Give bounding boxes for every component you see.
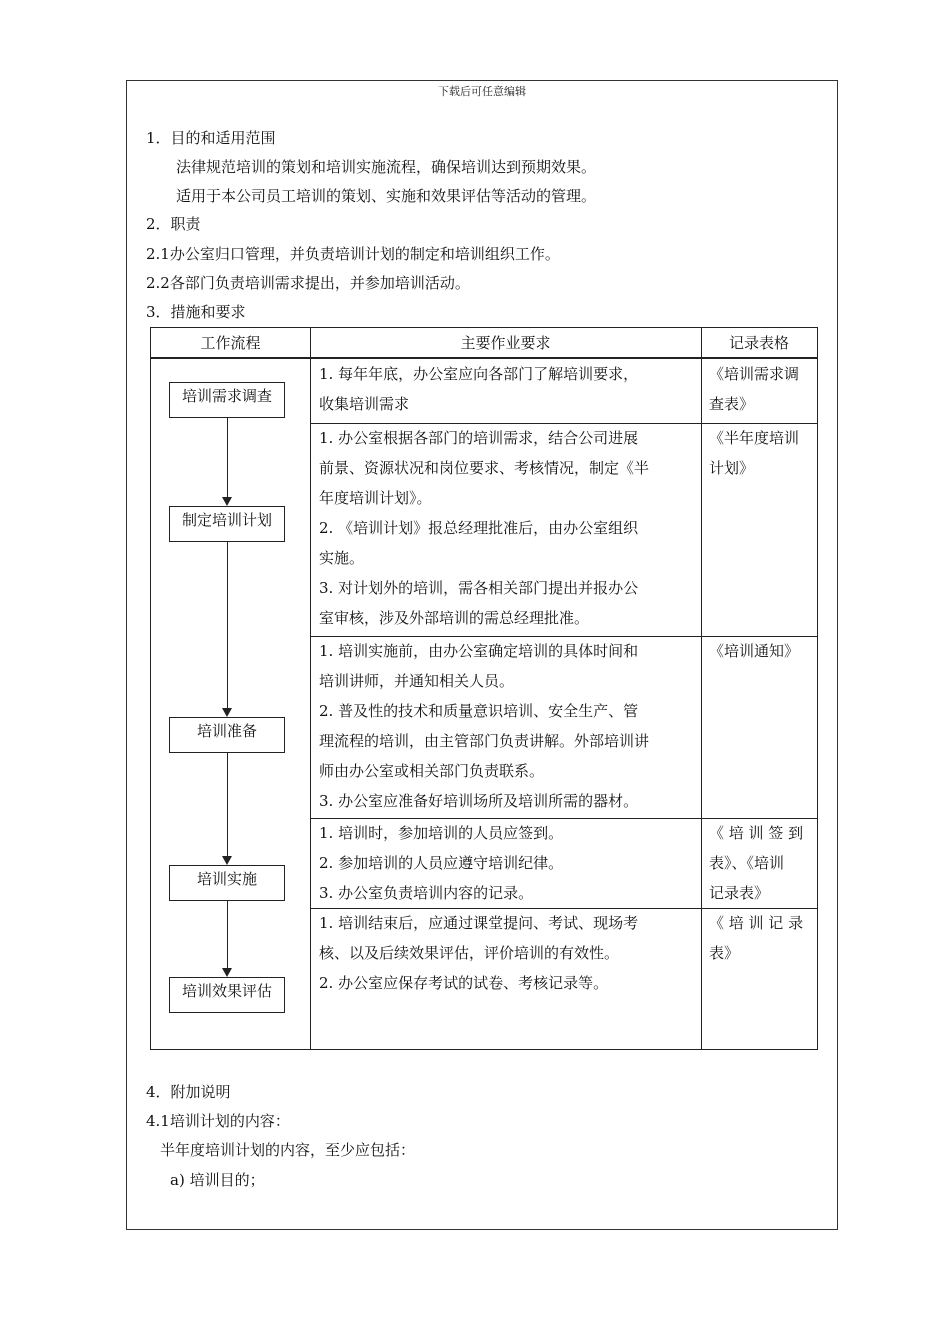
req-line: 培训讲师，并通知相关人员。 (319, 672, 515, 690)
requirements-row-1 (319, 359, 638, 419)
flow-step-preparation: 培训准备 (169, 717, 285, 753)
req-line: 2. 普及性的技术和质量意识培训、安全生产、管 (319, 702, 639, 720)
record-line: 记录表》 (709, 884, 770, 902)
record-line: 《半年度培训 (709, 429, 800, 447)
flow-arrowhead (222, 856, 232, 865)
req-line: 年度培训计划》。 (319, 489, 432, 507)
requirements-row-5 (319, 908, 638, 998)
record-line: 计划》 (709, 459, 755, 477)
req-line: 2. 办公室应保存考试的试卷、考核记录等。 (319, 974, 609, 992)
record-line: 表》 (709, 944, 740, 962)
req-line: 收集培训需求 (319, 395, 410, 413)
requirements-row-4 (319, 818, 563, 908)
flow-arrow (227, 418, 229, 498)
flow-arrow (227, 542, 229, 709)
req-line: 1. 每年年底，办公室应向各部门了解培训要求， (319, 365, 639, 383)
section-1-title: 1．目的和适用范围 (146, 129, 276, 147)
flow-step-evaluation: 培训效果评估 (169, 977, 285, 1013)
req-line: 1. 培训实施前，由办公室确定培训的具体时间和 (319, 642, 639, 660)
req-line: 3. 办公室负责培训内容的记录。 (319, 884, 534, 902)
req-line: 1. 培训时，参加培训的人员应签到。 (319, 824, 564, 842)
record-line: 《 培 训 记 录 (709, 914, 804, 932)
req-line: 3. 对计划外的培训，需各相关部门提出并报办公 (319, 579, 639, 597)
section-1-paragraph-2: 适用于本公司员工培训的策划、实施和效果评估等活动的管理。 (176, 187, 597, 205)
section-4-1: 4.1培训计划的内容： (146, 1112, 290, 1130)
section-1-paragraph-1: 法律规范培训的策划和培训实施流程，确保培训达到预期效果。 (176, 158, 597, 176)
flow-step-make-plan: 制定培训计划 (169, 506, 285, 542)
section-4-paragraph: 半年度培训计划的内容，至少应包括： (160, 1141, 416, 1159)
requirements-row-3 (319, 636, 649, 816)
record-row-5 (709, 908, 803, 968)
header-note: 下载后可任意编辑 (438, 85, 526, 98)
req-line: 理流程的培训，由主管部门负责讲解。外部培训讲 (319, 732, 650, 750)
req-line: 3. 办公室应准备好培训场所及培训所需的器材。 (319, 792, 639, 810)
header-workflow: 工作流程 (151, 328, 310, 358)
record-row-3 (709, 636, 799, 666)
record-row-4 (709, 818, 803, 908)
req-line: 实施。 (319, 549, 365, 567)
section-2-title: 2．职责 (146, 215, 201, 233)
flow-arrow (227, 753, 229, 857)
section-2-1: 2.1办公室归口管理，并负责培训计划的制定和培训组织工作。 (146, 245, 560, 263)
flow-step-needs-survey: 培训需求调查 (169, 382, 285, 418)
flow-arrowhead (222, 497, 232, 506)
record-line: 《培训需求调 (709, 365, 800, 383)
record-line: 表》、《培训 (709, 854, 785, 872)
req-line: 室审核，涉及外部培训的需总经理批准。 (319, 609, 590, 627)
section-2-2: 2.2各部门负责培训需求提出，并参加培训活动。 (146, 274, 470, 292)
req-line: 前景、资源状况和岗位要求、考核情况，制定《半 (319, 459, 650, 477)
req-line: 师由办公室或相关部门负责联系。 (319, 762, 545, 780)
req-line: 1. 办公室根据各部门的培训需求，结合公司进展 (319, 429, 639, 447)
req-line: 1. 培训结束后，应通过课堂提问、考试、现场考 (319, 914, 639, 932)
process-table (150, 327, 818, 1050)
record-row-1 (709, 359, 799, 419)
record-line: 《培训通知》 (709, 642, 800, 660)
record-row-2 (709, 423, 799, 483)
req-line: 核、以及后续效果评估，评价培训的有效性。 (319, 944, 620, 962)
flow-step-implementation: 培训实施 (169, 865, 285, 901)
req-line: 2. 《培训计划》报总经理批准后，由办公室组织 (319, 519, 639, 537)
record-line: 《 培 训 签 到 (709, 824, 804, 842)
record-line: 查表》 (709, 395, 755, 413)
flow-arrowhead (222, 708, 232, 717)
req-line: 2. 参加培训的人员应遵守培训纪律。 (319, 854, 564, 872)
section-4-item-a: a) 培训目的； (170, 1171, 265, 1189)
flow-arrowhead (222, 968, 232, 977)
flow-arrow (227, 901, 229, 969)
header-requirements: 主要作业要求 (310, 328, 701, 358)
section-3-title: 3．措施和要求 (146, 303, 246, 321)
header-records: 记录表格 (701, 328, 817, 358)
requirements-row-2 (319, 423, 649, 633)
section-4-title: 4．附加说明 (146, 1083, 231, 1101)
